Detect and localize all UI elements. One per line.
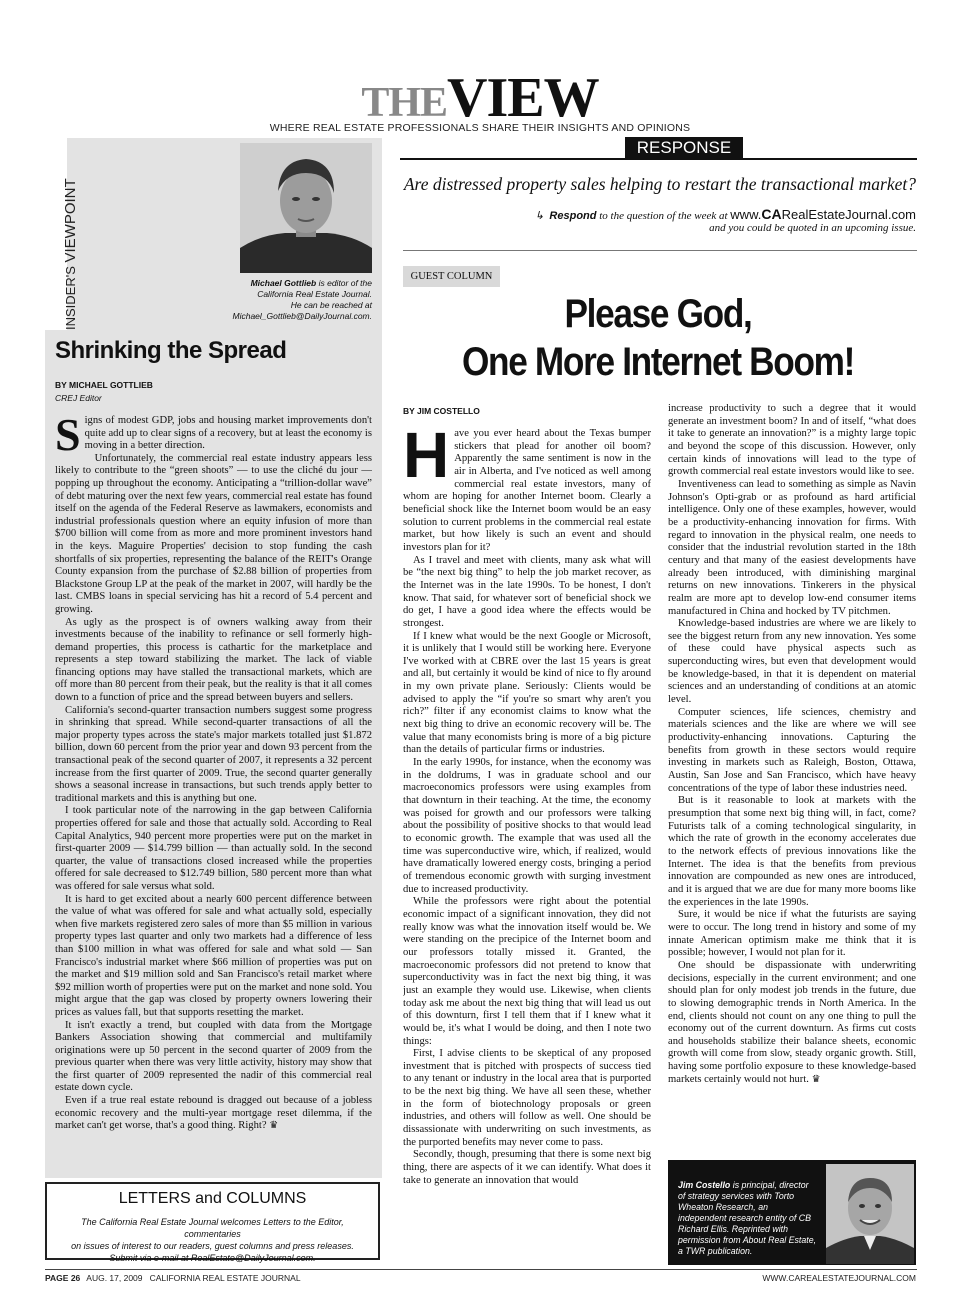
paragraph [668, 960, 916, 1087]
paragraph: First, I advise clients to be skeptical of any proposed investment that is pitched with prospects of success tied to any tenant or industry in the local area that is purported to be the next big thing. We have all seen these, whether in the form of biotechnology proposals or green industries, and others will follow as well. One should be dissassionate with underwriting on such investments, as the purported benefits may never come to pass. [403, 1048, 651, 1148]
portrait-icon [240, 143, 372, 273]
caption-line: is editor of the [316, 278, 372, 288]
letters-line: The California Real Estate Journal welcomes Letters to the Editor, commentaries [81, 1217, 344, 1239]
paragraph-text: igns of modest GDP, jobs and housing market improvements don't quite add up to clear signs of a recovery, but at least the economy is moving in a better direction. [84, 415, 372, 452]
paragraph: Computer sciences, life sciences, chemistry and materials sciences and the like are where we will see productivity-enhancing innovations. Capturing the benefits from growth in these sectors would require investing in markets such as Raleigh, Boston, Ottawa, Austin, San Jose and San Francisco, which have heavy concentrations of the type of labor these industries need. [668, 706, 916, 794]
section-label-viewpoint [62, 178, 79, 330]
author-photo-gottlieb [240, 143, 372, 273]
quoted-line: and you could be quoted in an upcoming issue. [709, 222, 916, 234]
paragraph: I took particular note of the narrowing in the gap between California properties offered for sale and those that actually sold. According to Real Capital Analytics, 940 percent more properties were put on the market in first-quarter 2009 — $14.799 billion — than actually sold. In the second quarter, the value of transactions closed increased while the properties offered for sale decreased to $12.749 billion, 580 percent more than what was offered for sale versus what sold. [55, 805, 372, 892]
paragraph [55, 1095, 372, 1133]
divider [403, 250, 917, 251]
paragraph: But is it reasonable to look at markets with the presumption that some next big thing will, in fact, come? Futurists talk of a coming technological singularity, in which the rate of growth in the economy accelerates due to the network effects of previous innovations like the Internet. The idea is that the benefits from previous innovation are compounded as new ones are introduced, and it is argued that we are due for many more booms like the experiences in the late 1990s. [668, 795, 916, 908]
paragraph-text: One should be dispassionate with underwriting decisions, especially in the current environment; and one should plan for only modest job trends in the future, due to slowing demographic trends in North America. In the end, clients should not count on any one thing to pull the economy out of the current downturn. As firms cut costs and households stabilize their balance sheets, economic growth will come from slow, steady organic growth. Still, having some portfolio exposure to these knowledge-based markets certainly would not hurt. [668, 959, 916, 1085]
headline-line: Please God, [564, 292, 752, 336]
letters-text [47, 1216, 378, 1264]
paragraph-text: ave you ever heard about the Texas bumper stickers that plead for another oil boom? Apparently the same sentiment is now in the air in Alberta, and I've noticed as well among commercial real estate investors, many of whom are hoping for another Internet boom. Clearly a beneficial shock like the Internet boom would be an easy solution to current problems in the commercial real estate market, but how likely is such an event and should investors plan for it? [403, 428, 651, 553]
end-mark-icon: ♛ [811, 1073, 821, 1085]
right-byline: BY JIM COSTELLO [403, 406, 480, 416]
url-part: www. [730, 207, 762, 222]
arrow-icon: ↳ [534, 210, 544, 222]
author-bio: is principal, director of strategy services with Torto Wheaton Research, an independent research entity of CB Richard Ellis. Reprinted with permission from About Real Estate, a TWR publication. [678, 1180, 817, 1256]
logo-view: VIEW [447, 67, 599, 129]
author-caption-costello [678, 1180, 818, 1257]
paragraph: Secondly, though, presuming that there is some next big thing, there are aspects of it we can identify. What does it take to generate an innovation that would [403, 1149, 651, 1186]
caption-line: California Real Estate Journal. [257, 289, 372, 299]
footer-rule [45, 1269, 917, 1270]
respond-line [400, 206, 916, 222]
logo-the: THE [361, 80, 448, 126]
paragraph: Knowledge-based industries are where we are likely to see the biggest return from any new innovation. Yes some of these could have physical aspects such as superconducting wires, but even that development would be knowledge-based, in that it is dependent on material sciences and an understanding of conditions at an atomic level. [668, 618, 916, 706]
paragraph [55, 415, 372, 460]
section-name: VIEWPOINT [62, 178, 79, 263]
paragraph: In the early 1990s, for instance, when the economy was in the doldrums, I was in graduate school and our macroeconomics professors were using examples from that downturn in their teaching. At the time, the economy was poised for growth and our professors were talking about the possibility of positive shocks to that would lead to economic growth. The example that was used all the time was superconductive wire, which, if realized, would have dramatically lowered energy costs, bringing a period of tremendous economic growth with surging investment due to increased productivity. [403, 757, 651, 895]
website-link[interactable] [730, 207, 916, 222]
paragraph: Unfortunately, the commercial real estate industry appears less likely to contribute to the “green shoots” — to use the cliché du jour — popping up throughout the economy. Anticipating a “trillion-dollar wave” of debt maturing over the next few years, commercial real estate has found itself on the agenda of the Federal Reserve as lawmakers, economists and industrial professionals question where an equity infusion of more than $700 billion will come from as more and more prominent investors hand in the keys. Maguire Properties' decision to stop funding the cash shortfalls of six properties, representing the balance of the REIT's Orange County expansion from the purchase of $2.88 billion of properties from Blackstone Group LP at the peak of the market in 2007, will hardly be the last. CMBS loans in special servicing has hit a record of 5.4 percent and growing. [55, 452, 372, 615]
url-part: .com [887, 207, 916, 222]
paragraph: As I travel and meet with clients, many ask what will be “the next big thing” to help the job market recover, as the Internet was in the late 1990s. To be honest, I don't know. That said, for whatever sort of beneficial shock we do get, I have a good idea where the effects would be strongest. [403, 554, 651, 629]
page-number: PAGE 26 [45, 1273, 81, 1283]
paragraph-text: Even if a true real estate rebound is dragged out because of a jobless economic recovery and the multi-year mortgage reset dilemma, if the market can't get worse, that's a good thing. Right? [55, 1095, 372, 1132]
paragraph: If I knew what would be the next Google or Microsoft, it is unlikely that I would still be working here. Everyone I've worked with at CBRE over the last 15 years is great and all, but certainly it would be kind of nice to fly around in my own private plane. Seriously: Clients would be advised to apply the “if you're so smart why aren't you rich?” filter if any economist claims to know what the next big thing to drive an economic recovery will be. The value that many economists bring is more of a big picture than the details of particular firms or industries. [403, 630, 651, 756]
paragraph: increase productivity to such a degree that it would generate an investment boom? In and of itself, “what does it take to generate an innovation?” is a mighty large topic and beyond the scope of this discussion. However, only certain kinds of innovations will lead to the type of growth commercial real estate investors would like to see. [668, 403, 916, 478]
caption-line: He can be reached at [290, 300, 372, 310]
letters-line: on issues of interest to our readers, guest columns and press releases. [71, 1241, 354, 1251]
guest-column-label: GUEST COLUMN [403, 266, 500, 287]
paragraph: Sure, it would be nice if what the futurists are saying were to occur. The long trend in history and some of my innate American optimism make me think that it is possible; however, I would not plan for it. [668, 909, 916, 959]
respond-text: to the question of the week at [596, 210, 731, 222]
paragraph [403, 428, 651, 555]
left-article-body [55, 415, 372, 1180]
author-caption-gottlieb [200, 278, 372, 322]
respond-label: Respond [549, 210, 597, 222]
author-photo-costello [826, 1164, 914, 1264]
url-part: CA [761, 206, 782, 222]
paragraph: California's second-quarter transaction numbers suggest some progress in shrinking that spread. While second-quarter transactions of all the major property types across the state's major markets totalled just $1.872 billion, down 60 percent from the prior year and down 93 percent from the transactional peak of the second quarter of 2007, it represents a 32 percent increase from the first quarter of 2009. True, the second quarter generally shows a seasonal increase in transactions, but such trends apply better to traditional markets and this is anything but one. [55, 704, 372, 804]
question-of-week: Are distressed property sales helping to restart the transactional market? [403, 174, 916, 194]
guest-column-body-b [668, 403, 916, 1153]
publication-date: AUG. 17, 2009 CALIFORNIA REAL ESTATE JOURNAL [86, 1273, 301, 1283]
caption-author-name: Michael Gottlieb [250, 278, 317, 288]
portrait-icon [826, 1164, 914, 1264]
drop-cap: H [403, 428, 450, 491]
letters-and-columns-box [45, 1182, 380, 1263]
response-banner: RESPONSE [625, 137, 743, 159]
letters-line: Submit via e-mail at RealEstate@DailyJournal.com. [109, 1253, 316, 1263]
paragraph: As ugly as the prospect is of owners walking away from their investments because of the inability to refinance or sell formerly high-demand properties, this process is cathartic for the marketplace and represents a step toward stabilizing the market. The lack of viable financing options may have stalled the transactional markets, which are off more than 80 percent from their peak, but the reality is that it all comes down to a function of price and the spread between buyers and sellers. [55, 616, 372, 704]
section-prefix: INSIDER'S [63, 262, 78, 330]
paragraph: Inventiveness can lead to something as simple as Navin Johnson's Opti-grab or as profound as hard artificial intelligence. Only one of these examples, however, would be a productivity-enhancing innovation for firms. With regard to innovation in the physical realm, one needs to consider that the industrial revolution started in the 18th century and that many of the easiest developments have already been introduced, with diminishing marginal returns on new innovations. Tinkerers in the physical realm are more apt to develop low-end consumer items manufactured in China and hocked by TV pitchmen. [668, 478, 916, 617]
letters-title: LETTERS and COLUMNS [118, 1190, 307, 1207]
paragraph: It isn't exactly a trend, but coupled with data from the Mortgage Bankers Association showing that commercial and multifamily originations were up 50 percent in the second quarter of 2009 from the previous quarter when there was very little activity, history may show that the first quarter of 2009 represented the nadir of this commercial real estate down cycle. [55, 1019, 372, 1094]
left-byline: BY MICHAEL GOTTLIEB [55, 380, 153, 390]
footer-left [45, 1273, 301, 1283]
left-byline-role: CREJ Editor [55, 393, 102, 403]
footer-url[interactable]: WWW.CAREALESTATEJOURNAL.COM [762, 1273, 916, 1283]
paragraph: While the professors were right about the potential economic impact of a significant innovation, they did not really know was what the innovation itself would be. We were standing on the precipice of the Internet boom and our professors totally missed it. Granted, the macroeconomic professors did not pretend to know that superconductivity was in fact the next big thing, it was just an example they would use. Likewise, when clients today ask me about the next big thing that will lead us out of this downturn, first I tell them that if I knew what it would be, it's what I would be doing, and then I note two things: [403, 896, 651, 1047]
caption-email: Michael_Gottlieb@DailyJournal.com. [232, 311, 372, 321]
author-name: Jim Costello [678, 1180, 731, 1190]
tagline: WHERE REAL ESTATE PROFESSIONALS SHARE THEIR INSIGHTS AND OPINIONS [269, 122, 691, 134]
drop-cap: S [55, 415, 81, 460]
url-part: RealEstateJournal [781, 207, 888, 222]
guest-column-body-a [403, 428, 651, 1266]
main-headline [431, 290, 885, 386]
left-article-title: Shrinking the Spread [55, 337, 287, 364]
headline-line: One More Internet Boom! [461, 340, 855, 384]
paragraph: It is hard to get excited about a nearly 600 percent difference between the value of what was offered for sale and what actually sold, especially when five markets registered zero sales of more than $5 million in various property types last quarter and only two markets had a difference of less than $100 million in what was offered for sale and what sold — San Francisco's industrial market where $66 million of properties was put on the market and $19 million sold and San Francisco's retail market where $92 million worth of properties were put on the market and none sold. You might argue that the gap was closed by property owners lowering their prices as values fall, but that supports resetting the market. [55, 893, 372, 1018]
end-mark-icon: ♛ [269, 1120, 279, 1132]
